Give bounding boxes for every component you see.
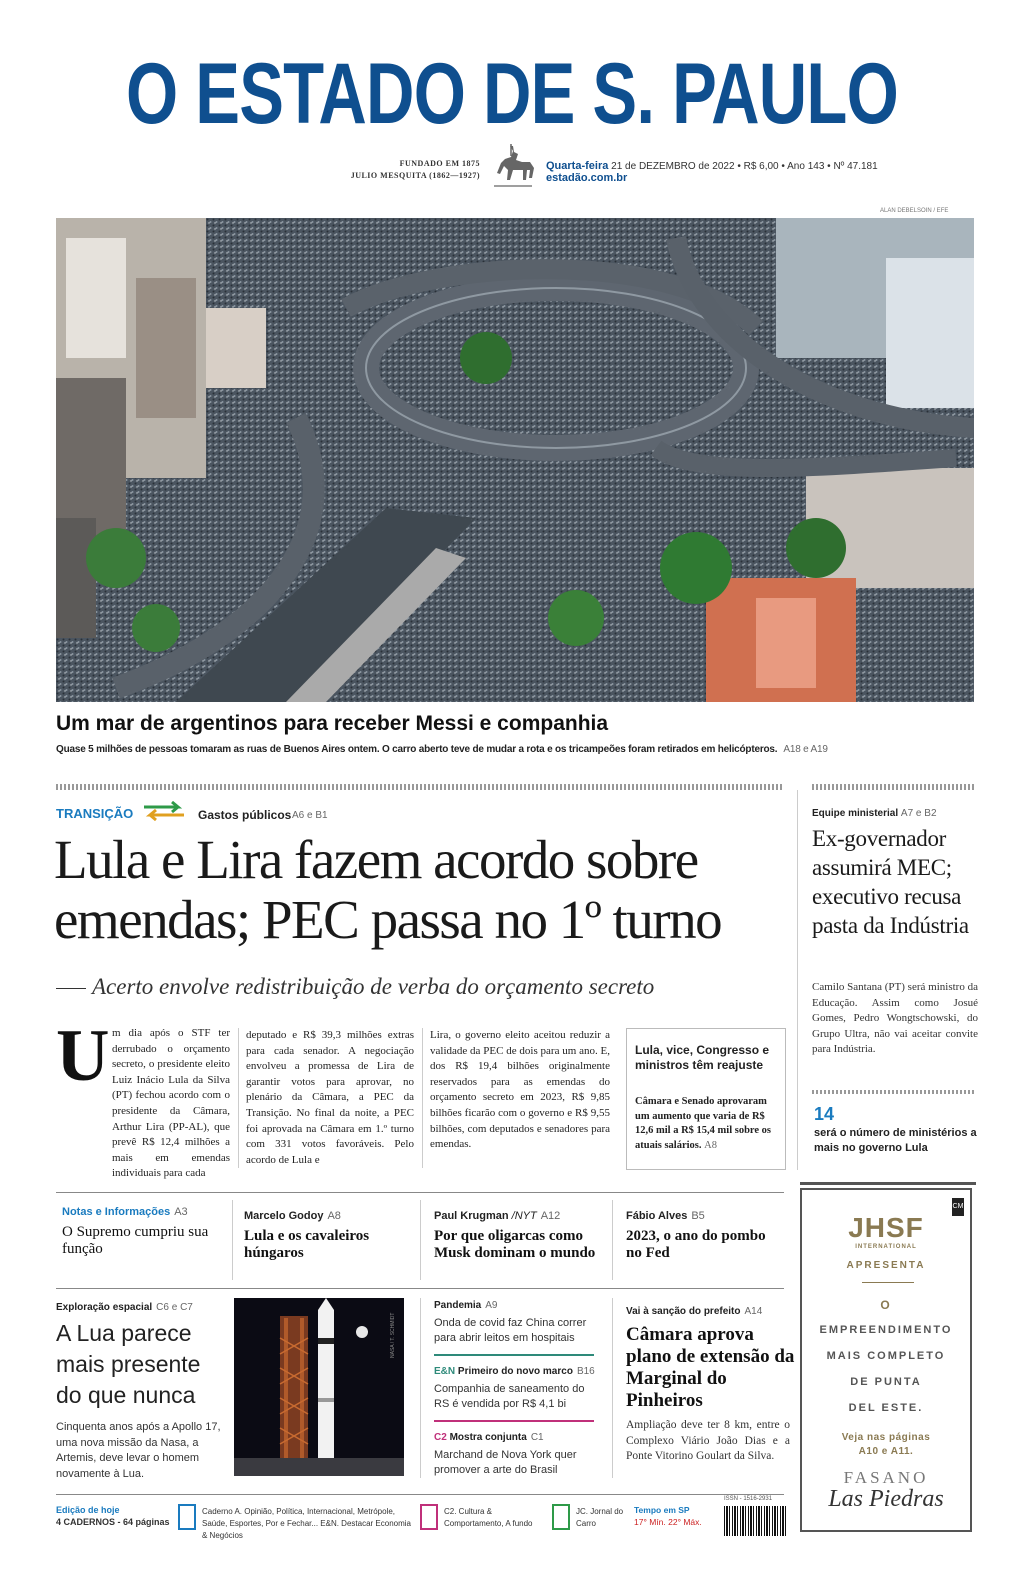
sidebar-divider xyxy=(812,1090,976,1094)
brief-c2-brand: C2 xyxy=(434,1432,447,1443)
cover-photo-crowd xyxy=(56,218,974,702)
column-rule xyxy=(420,1200,421,1280)
footer-edition xyxy=(56,1504,170,1528)
prefeito-body: Ampliação deve ter 8 km, entre o Complexo Viário João Dias e a Ponte Vitorino Goulart da Silva. xyxy=(626,1419,790,1462)
masthead-title: O ESTADO DE S. PAULO xyxy=(125,46,899,142)
column-alves-ref: B5 xyxy=(691,1210,705,1222)
column-notas[interactable] xyxy=(62,1206,188,1218)
transition-arrows-icon xyxy=(140,801,188,821)
ad-corner-badge: CM xyxy=(952,1198,964,1216)
photo-page-ref[interactable]: A18 e A19 xyxy=(783,744,828,755)
sidebar-number: 14 xyxy=(814,1104,835,1124)
barcode xyxy=(724,1506,786,1536)
column-krugman-label: Paul Krugman xyxy=(434,1210,509,1222)
column-krugman-title[interactable]: Por que oligarcas como Musk dominam o mundo xyxy=(434,1228,596,1261)
prefeito-kicker xyxy=(626,1306,762,1317)
brief-pandemia-ref[interactable]: A9 xyxy=(485,1300,498,1311)
ad-line3: MAIS COMPLETO xyxy=(826,1350,946,1362)
column-rule xyxy=(612,1298,613,1478)
brief-c2-ref[interactable]: C1 xyxy=(530,1432,544,1443)
ad-top-rule xyxy=(800,1182,976,1185)
ad-line5: DEL ESTE. xyxy=(848,1402,924,1414)
ad-line4: DE PUNTA xyxy=(850,1376,922,1388)
main-body-col2: deputado e R$ 39,3 milhões extras para cada senador. A negociação envolveu a promessa de Lira de garantir votos para aprovar, no plenário da Câmara, a PEC da Transição. No final da noite, a PEC foi aprovada na Câmara em 1.º turno com 331 votos favoráveis. Pelo acordo de Lula e xyxy=(246,1029,414,1166)
main-body-col1-text: m dia após o STF ter derrubado o orçamento secreto, o presidente eleito Luiz Inácio Lula da Silva (PT) fechou acordo com o presidente da Câmara, Arthur Lira (PP-AL), que prevê R$ 12,4 milhões a mais em emendas individuais para cada xyxy=(112,1027,230,1180)
sidebar-headline[interactable]: Ex-governador assumirá MEC; executivo recusa pasta da Indústria xyxy=(812,826,969,938)
main-subhead: Acerto envolve redistribuição de verba do orçamento secreto xyxy=(56,974,654,1000)
column-godoy-label: Marcelo Godoy xyxy=(244,1210,324,1222)
column-alves[interactable] xyxy=(626,1210,705,1222)
column-rule xyxy=(612,1200,613,1280)
columns-bottom-rule xyxy=(56,1288,784,1289)
main-body-col3: Lira, o governo eleito aceitou reduzir a validade da PEC de dois para um ano. E, dos R$ 19,4 bilhões originalmente reservados para as emendas do orçamento secreto em 2023, R$ 9,85 bilhões ficarão com o governo e R$ 9,55 bilhões, com deputados e senadores para emendas. xyxy=(430,1029,610,1151)
dateline xyxy=(546,160,878,172)
ad-cta1: Veja nas páginas xyxy=(841,1432,931,1443)
brief-pandemia-text[interactable]: Onda de covid faz China correr para abrir leitos em hospitais xyxy=(434,1317,587,1344)
reajuste-title: Lula, vice, Congresso e ministros têm reajuste xyxy=(635,1043,770,1072)
dropcap: U xyxy=(56,1015,110,1097)
ad-brand-sub: INTERNATIONAL xyxy=(855,1244,917,1250)
founder-name: JULIO MESQUITA (1862—1927) xyxy=(350,171,480,180)
photo-subhead-text: Quase 5 milhões de pessoas tomaram as ruas de Buenos Aires ontem. O carro aberto teve de mudar a rota e os tricampeões foram retirados em helicópteros. xyxy=(56,744,778,755)
sidebar-ref[interactable]: A7 e B2 xyxy=(900,808,937,819)
caderno-jc-icon xyxy=(552,1504,570,1530)
photo-subhead xyxy=(56,744,828,755)
ad-brand-logo: JHSF xyxy=(848,1212,924,1243)
footer-edition-label: Edição de hoje xyxy=(56,1505,120,1515)
ad-line xyxy=(862,1282,914,1283)
footer-sections-a[interactable]: Caderno A. Opinião, Política, Internacional, Metrópole, Saúde, Esportes, Por e Fechar... E&N. Destacar Economia & Negócios xyxy=(202,1507,411,1540)
brief-en-brand: E&N xyxy=(434,1366,456,1377)
weather-label: Tempo em SP xyxy=(634,1505,690,1515)
ad-line1: O xyxy=(880,1298,892,1312)
column-krugman-sub: /NYT xyxy=(511,1210,537,1222)
prefeito-kicker-text: Vai à sanção do prefeito xyxy=(626,1306,741,1317)
prefeito-ref[interactable]: A14 xyxy=(744,1306,763,1317)
space-headline[interactable]: A Lua parece mais presente do que nunca xyxy=(56,1320,201,1408)
main-headline[interactable] xyxy=(54,830,794,950)
column-godoy[interactable] xyxy=(244,1210,341,1222)
founded-year: FUNDADO EM 1875 xyxy=(399,159,480,168)
main-page-ref[interactable]: A6 e B1 xyxy=(292,810,328,821)
columns-top-rule xyxy=(56,1192,784,1193)
photo-credit: ALAN DEBELSOIN / EFE xyxy=(880,208,949,214)
column-alves-label: Fábio Alves xyxy=(626,1210,688,1222)
sidebar-number-text: será o número de ministérios a mais no governo Lula xyxy=(814,1127,977,1154)
ad-line2: EMPREENDIMENTO xyxy=(819,1324,953,1336)
footer-edition-value: 4 CADERNOS - 64 páginas xyxy=(56,1517,170,1527)
sidebar-body: Camilo Santana (PT) será ministro da Educação. Assim como Josué Gomes, Pedro Wongtschowski, do Grupo Ultra, não vai aceitar convite para Indústria. xyxy=(812,981,978,1056)
main-headline-line2: emendas; PEC passa no 1º turno xyxy=(54,889,722,950)
caderno-a-icon xyxy=(178,1504,196,1530)
ad-fasano: FASANO xyxy=(843,1468,929,1487)
brief-divider xyxy=(434,1354,594,1356)
space-ref[interactable]: C6 e C7 xyxy=(156,1302,193,1313)
ad-cta2: A10 e A11. xyxy=(858,1446,914,1457)
column-krugman-ref: A12 xyxy=(540,1210,561,1222)
column-notas-label: Notas e Informações xyxy=(62,1206,171,1218)
sidebar-kicker xyxy=(812,808,937,819)
reajuste-body-text: Câmara e Senado aprovaram um aumento que varia de R$ 12,6 mil a R$ 15,4 mil sobre os atuais salários. xyxy=(635,1096,772,1151)
main-body-col1 xyxy=(112,1026,230,1182)
brief-en-text[interactable]: Companhia de saneamento do RS é vendida por R$ 4,1 bi xyxy=(434,1383,585,1410)
website-link[interactable]: estadão.com.br xyxy=(546,172,628,184)
column-rule xyxy=(420,1298,421,1478)
brief-pandemia-label: Pandemia xyxy=(434,1300,482,1311)
space-kicker xyxy=(56,1302,193,1313)
footer-sections-jc[interactable]: JC. Jornal do Carro xyxy=(576,1507,624,1528)
space-kicker-text: Exploração espacial xyxy=(56,1302,153,1313)
ad-presents: APRESENTA xyxy=(846,1260,926,1271)
column-rule xyxy=(797,790,798,1170)
main-kicker: TRANSIÇÃO xyxy=(56,806,134,821)
brief-c2-label: Mostra conjunta xyxy=(449,1432,527,1443)
brief-c2-kicker xyxy=(434,1432,544,1443)
ad-las-piedras: Las Piedras xyxy=(828,1486,944,1512)
column-rule xyxy=(422,1028,423,1168)
brief-en-ref[interactable]: B16 xyxy=(576,1366,595,1377)
reajuste-body xyxy=(635,1095,781,1153)
horse-rider-logo-icon xyxy=(490,142,536,190)
brief-divider xyxy=(434,1420,594,1422)
photo-headline[interactable]: Um mar de argentinos para receber Messi e companhia xyxy=(56,712,609,735)
column-krugman[interactable] xyxy=(434,1210,560,1222)
weekday: Quarta-feira xyxy=(546,160,609,172)
date-details: 21 de DEZEMBRO de 2022 • R$ 6,00 • Ano 143 • Nº 47.181 xyxy=(611,161,878,172)
rocket-photo-credit: NASA / T. SCHMIDT xyxy=(390,1312,396,1358)
brief-en-kicker xyxy=(434,1366,595,1377)
column-alves-title[interactable]: 2023, o ano do pombo no Fed xyxy=(626,1228,766,1261)
column-godoy-title[interactable]: Lula e os cavaleiros húngaros xyxy=(244,1228,370,1261)
space-body: Cinquenta anos após a Apollo 17, uma nova missão da Nasa, a Artemis, deve levar o homem novamente à Lua. xyxy=(56,1421,221,1480)
brief-c2-text[interactable]: Marchand de Nova York quer promover a arte do Brasil xyxy=(434,1449,577,1476)
isbn-text: ISSN - 1516-2931 xyxy=(724,1496,773,1502)
footer-rule xyxy=(56,1494,784,1495)
column-notas-title[interactable]: O Supremo cumpriu sua função xyxy=(62,1224,209,1257)
main-topic: Gastos públicos xyxy=(198,808,292,822)
weather-value: 17° Mín. 22° Máx. xyxy=(634,1517,702,1527)
founded-info xyxy=(300,158,480,182)
column-notas-ref: A3 xyxy=(174,1206,188,1218)
sidebar-kicker-text: Equipe ministerial xyxy=(812,808,899,819)
caderno-c2-icon xyxy=(420,1504,438,1530)
reajuste-ref: A8 xyxy=(704,1139,717,1151)
section-divider xyxy=(56,784,784,790)
jhsf-advertisement[interactable] xyxy=(800,1188,972,1532)
column-rule xyxy=(232,1200,233,1280)
sidebar-divider xyxy=(812,784,976,790)
prefeito-headline[interactable]: Câmara aprova plano de extensão da Marginal do Pinheiros xyxy=(626,1324,795,1411)
column-godoy-ref: A8 xyxy=(327,1210,341,1222)
rocket-photo xyxy=(234,1298,404,1476)
column-rule xyxy=(238,1028,239,1168)
brief-en-label: Primeiro do novo marco xyxy=(457,1366,573,1377)
footer-sections-c2[interactable]: C2. Cultura & Comportamento, A fundo xyxy=(444,1507,533,1528)
reajuste-box[interactable] xyxy=(626,1028,786,1170)
brief-pandemia-kicker xyxy=(434,1300,497,1311)
main-headline-line1: Lula e Lira fazem acordo sobre xyxy=(54,829,698,890)
footer-weather xyxy=(634,1504,702,1528)
